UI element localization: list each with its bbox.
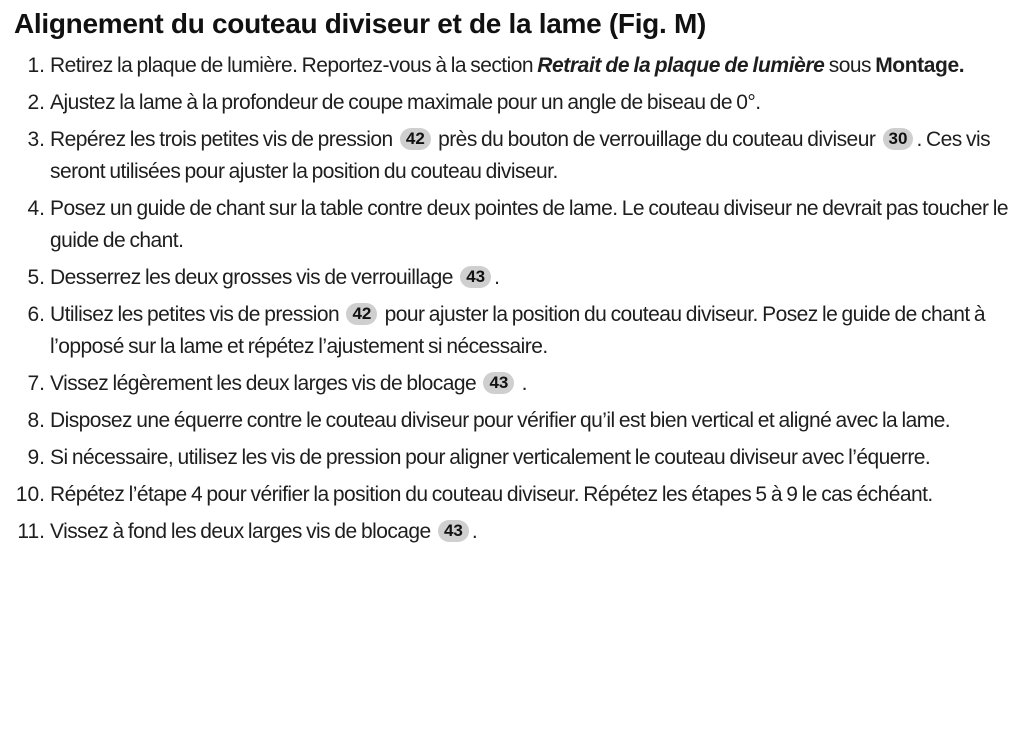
step-text — [50, 372, 527, 395]
step-number: 8. — [27, 409, 45, 432]
step-number: 2. — [27, 91, 45, 114]
step-text-part: Desserrez les deux grosses vis de verrouillage — [50, 266, 458, 289]
step-9 — [0, 442, 1014, 474]
step-text-part: Retirez la plaque de lumière. Reportez-vous à la section — [50, 54, 538, 77]
part-number-badge: 43 — [460, 266, 491, 288]
step-number: 5. — [27, 266, 45, 289]
step-text: Disposez une équerre contre le couteau diviseur pour vérifier qu’il est bien vertical et aligné avec la lame. — [50, 409, 951, 432]
step-8 — [0, 405, 1014, 437]
step-text-part: Vissez à fond les deux larges vis de blocage — [50, 520, 435, 543]
step-number: 1. — [27, 54, 45, 77]
part-number-badge: 42 — [400, 128, 431, 150]
step-3 — [0, 124, 1014, 188]
step-text-part: Repérez les trois petites vis de pression — [50, 128, 397, 151]
step-text-part: sous — [824, 54, 876, 77]
step-11 — [0, 516, 1014, 548]
part-number-badge: 42 — [346, 303, 377, 325]
step-number: 9. — [27, 446, 45, 469]
step-text-part: . — [471, 520, 478, 543]
section-reference: Retrait de la plaque de lumière — [537, 54, 825, 77]
step-10 — [0, 479, 1014, 511]
step-1 — [0, 50, 1014, 82]
step-text — [50, 303, 985, 358]
step-text — [50, 54, 964, 77]
step-number: 11. — [17, 520, 45, 543]
step-4 — [0, 193, 1014, 257]
step-text: Répétez l’étape 4 pour vérifier la position du couteau diviseur. Répétez les étapes 5 à 9 le cas échéant. — [50, 483, 933, 506]
step-number: 7. — [27, 372, 45, 395]
step-6 — [0, 299, 1014, 363]
step-text-part: . — [494, 266, 500, 289]
step-text-part: Vissez légèrement les deux larges vis de blocage — [50, 372, 481, 395]
step-text-part: . — [517, 372, 527, 395]
chapter-reference: Montage. — [875, 54, 965, 77]
step-number: 4. — [27, 197, 45, 220]
step-text: Ajustez la lame à la profondeur de coupe maximale pour un angle de biseau de 0°. — [50, 91, 761, 114]
step-text: Posez un guide de chant sur la table contre deux pointes de lame. Le couteau diviseur ne devrait pas toucher le guide de chant. — [50, 197, 1008, 252]
step-7 — [0, 368, 1014, 400]
step-text-part: Utilisez les petites vis de pression — [50, 303, 344, 326]
section-title: Alignement du couteau diviseur et de la lame (Fig. M) — [14, 8, 706, 39]
step-number: 6. — [27, 303, 45, 326]
step-text — [50, 266, 499, 289]
part-number-badge: 43 — [438, 520, 469, 542]
step-2 — [0, 87, 1014, 119]
step-text — [50, 520, 477, 543]
part-number-badge: 43 — [483, 372, 514, 394]
step-5 — [0, 262, 1014, 294]
step-number: 10. — [15, 483, 45, 506]
step-text-part: . Ces vis seront utilisées pour ajuster la position du couteau diviseur. — [50, 128, 991, 183]
step-text — [50, 128, 990, 183]
step-text: Si nécessaire, utilisez les vis de pression pour aligner verticalement le couteau diviseur avec l’équerre. — [50, 446, 931, 469]
part-number-badge: 30 — [883, 128, 914, 150]
step-text-part: pour ajuster la position du couteau diviseur. Posez le guide de chant à l’opposé sur la lame et répétez l’ajustement si nécessaire. — [50, 303, 986, 358]
step-number: 3. — [27, 128, 45, 151]
instruction-steps-list — [0, 50, 1014, 553]
step-text-part: près du bouton de verrouillage du couteau diviseur — [433, 128, 880, 151]
